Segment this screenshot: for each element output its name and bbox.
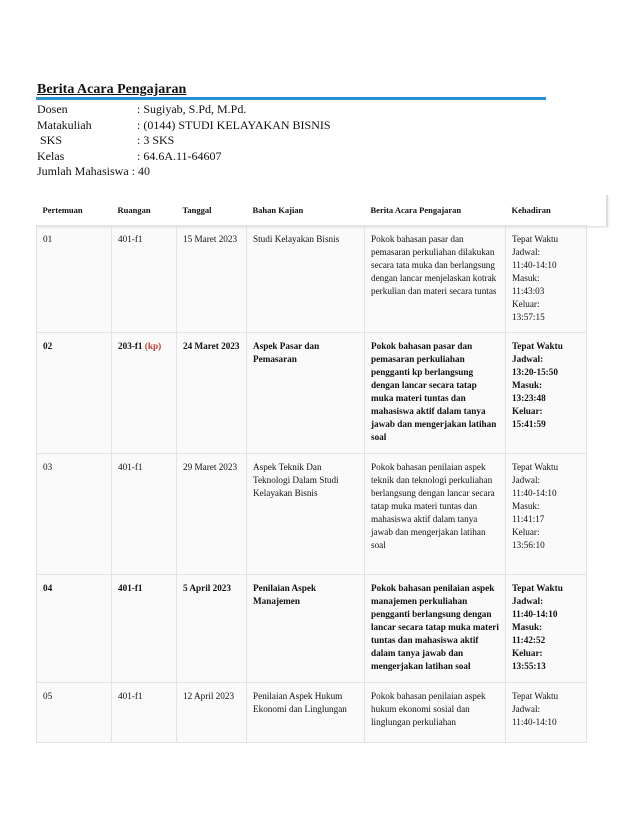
attendance-line: Keluar: <box>512 527 540 537</box>
cell-tanggal: 12 April 2023 <box>177 683 247 743</box>
cell-tanggal: 15 Maret 2023 <box>177 226 247 333</box>
info-value: : 40 <box>128 164 150 178</box>
attendance-line: Jadwal: <box>512 475 541 485</box>
attendance-line: Tepat Waktu <box>512 462 559 472</box>
attendance-line: Tepat Waktu <box>512 583 563 593</box>
teaching-log-table-container <box>36 195 606 743</box>
info-label: Dosen <box>37 102 68 116</box>
cell-berita-acara: Pokok bahasan penilaian aspek hukum ekonomi sosial dan linglungan perkuliahan <box>365 683 506 743</box>
info-label: Kelas <box>37 148 65 163</box>
cell-kehadiran <box>506 333 587 454</box>
cell-kehadiran <box>506 683 587 743</box>
attendance-line: 13:56:10 <box>512 540 545 550</box>
cell-kehadiran <box>506 454 587 575</box>
attendance-line: Masuk: <box>512 622 543 632</box>
cell-ruangan <box>112 333 177 454</box>
attendance-line: Tepat Waktu <box>512 691 559 701</box>
attendance-line: Keluar: <box>512 648 543 658</box>
attendance-line: 11:42:52 <box>512 635 546 645</box>
attendance-line: Masuk: <box>512 380 543 390</box>
column-header-berita-acara: Berita Acara Pengajaran <box>365 195 506 226</box>
info-row-jumlah-mahasiswa <box>37 164 331 180</box>
attendance-line: 13:57:15 <box>512 312 545 322</box>
cell-tanggal: 24 Maret 2023 <box>177 333 247 454</box>
attendance-line: Keluar: <box>512 299 540 309</box>
info-row-kelas <box>37 149 331 165</box>
room-code: 203-f1 <box>118 341 143 351</box>
attendance-line: 15:41:59 <box>512 419 546 429</box>
info-value: : 64.6A.11-64607 <box>137 148 222 163</box>
attendance-line: Tepat Waktu <box>512 341 563 351</box>
attendance-line: 11:40-14:10 <box>512 488 557 498</box>
cell-pertemuan: 04 <box>37 575 112 683</box>
table-header-row <box>37 195 587 226</box>
attendance-line: 11:40-14:10 <box>512 717 557 727</box>
replacement-badge: (kp) <box>144 341 162 351</box>
info-row-sks <box>37 133 331 149</box>
cell-ruangan <box>112 454 177 575</box>
column-header-kehadiran: Kehadiran <box>506 195 587 226</box>
course-info <box>37 102 331 180</box>
attendance-line: Jadwal: <box>512 247 541 257</box>
attendance-line: 11:40-14:10 <box>512 609 558 619</box>
table-row <box>37 575 587 683</box>
info-value: : 3 SKS <box>137 133 175 147</box>
table-row <box>37 454 587 575</box>
attendance-line: Keluar: <box>512 406 543 416</box>
attendance-line: Jadwal: <box>512 704 541 714</box>
cell-pertemuan: 01 <box>37 226 112 333</box>
attendance-line: Masuk: <box>512 501 540 511</box>
column-header-bahan-kajian: Bahan Kajian <box>247 195 365 226</box>
cell-tanggal: 5 April 2023 <box>177 575 247 683</box>
attendance-line: 11:43:03 <box>512 286 545 296</box>
attendance-line: Jadwal: <box>512 354 544 364</box>
cell-ruangan <box>112 575 177 683</box>
info-label: Matakuliah <box>37 117 92 132</box>
cell-bahan-kajian: Aspek Teknik Dan Teknologi Dalam Studi Kelayakan Bisnis <box>247 454 365 575</box>
cell-bahan-kajian: Penilaian Aspek Manajemen <box>247 575 365 683</box>
cell-bahan-kajian: Studi Kelayakan Bisnis <box>247 226 365 333</box>
info-row-dosen <box>37 102 331 118</box>
info-label: Jumlah Mahasiswa <box>37 164 129 178</box>
room-code: 401-f1 <box>118 691 143 701</box>
table-row <box>37 683 587 743</box>
cell-bahan-kajian: Aspek Pasar dan Pemasaran <box>247 333 365 454</box>
cell-berita-acara: Pokok bahasan penilaian aspek teknik dan teknologi perkuliahan berlangsung dengan lancar secara tatap muka materi tuntas dan mahasiswa aktif dalam tanya jawab dan mengerjakan latihan soal <box>365 454 506 575</box>
cell-pertemuan: 02 <box>37 333 112 454</box>
attendance-line: 11:40-14:10 <box>512 260 557 270</box>
attendance-line: Masuk: <box>512 273 540 283</box>
cell-tanggal: 29 Maret 2023 <box>177 454 247 575</box>
cell-kehadiran <box>506 226 587 333</box>
teaching-log-table <box>36 195 587 743</box>
cell-ruangan <box>112 683 177 743</box>
attendance-line: 11:41:17 <box>512 514 545 524</box>
title-divider <box>36 97 546 100</box>
room-code: 401-f1 <box>118 583 143 593</box>
column-header-ruangan: Ruangan <box>112 195 177 226</box>
cell-pertemuan: 05 <box>37 683 112 743</box>
info-value: : (0144) STUDI KELAYAKAN BISNIS <box>137 117 331 132</box>
info-value: : Sugiyab, S.Pd, M.Pd. <box>137 102 247 116</box>
cell-bahan-kajian: Penilaian Aspek Hukum Ekonomi dan Linglungan <box>247 683 365 743</box>
attendance-line: 13:20-15:50 <box>512 367 558 377</box>
room-code: 401-f1 <box>118 462 143 472</box>
cell-berita-acara: Pokok bahasan penilaian aspek manajemen perkuliahan pengganti berlangsung dengan lancar secara tatap muka materi tuntas dan mahasiswa aktif dalam tanya jawab dan mengerjakan latihan soal <box>365 575 506 683</box>
attendance-line: 13:55:13 <box>512 661 546 671</box>
page-title: Berita Acara Pengajaran <box>37 82 187 97</box>
table-row <box>37 226 587 333</box>
column-header-tanggal: Tanggal <box>177 195 247 226</box>
column-header-pertemuan: Pertemuan <box>37 195 112 226</box>
cell-kehadiran <box>506 575 587 683</box>
cell-pertemuan: 03 <box>37 454 112 575</box>
cell-berita-acara: Pokok bahasan pasar dan pemasaran perkuliahan pengganti kp berlangsung dengan lancar secara tatap muka materi tuntas dan mahasiswa aktif dalam tanya jawab dan mengerjakan latihan soal <box>365 333 506 454</box>
attendance-line: 13:23:48 <box>512 393 546 403</box>
table-row <box>37 333 587 454</box>
info-row-matakuliah <box>37 118 331 134</box>
attendance-line: Jadwal: <box>512 596 544 606</box>
attendance-line: Tepat Waktu <box>512 234 559 244</box>
info-label: SKS <box>37 133 63 147</box>
cell-ruangan <box>112 226 177 333</box>
room-code: 401-f1 <box>118 234 143 244</box>
cell-berita-acara: Pokok bahasan pasar dan pemasaran perkuliahan dilakukan secara tata muka dan berlangsung dengan lancar menjelaskan kotrak perkulian dan materi secara tuntas <box>365 226 506 333</box>
